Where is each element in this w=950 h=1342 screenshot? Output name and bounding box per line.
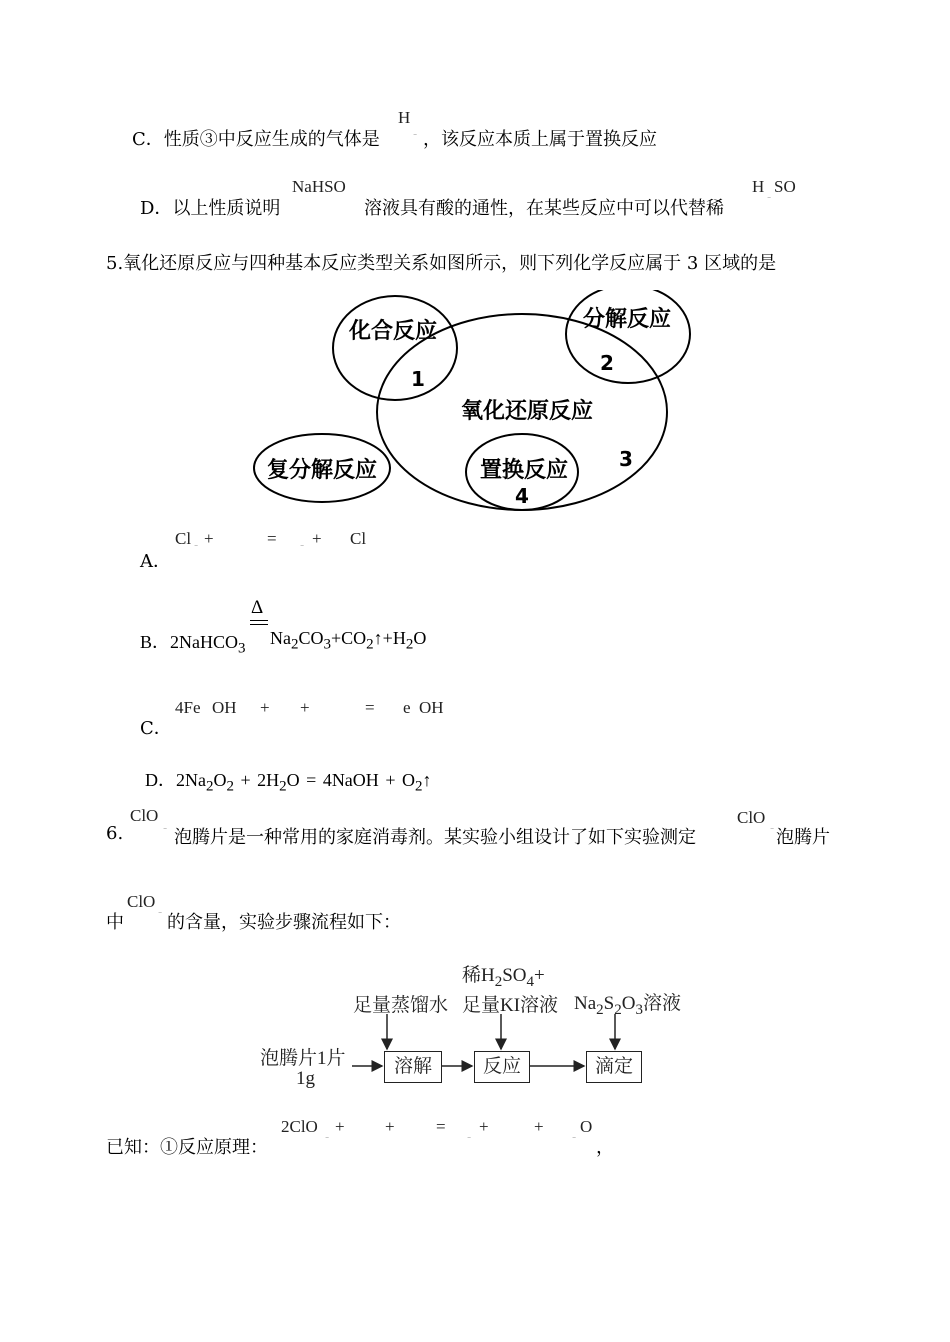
formula-part: CO bbox=[298, 628, 324, 648]
subscript: 2 bbox=[366, 636, 374, 653]
formula-fragment-mark: ⁻ bbox=[413, 132, 418, 141]
formula-part: ↑ bbox=[422, 770, 432, 790]
reagent-2-line2: 足量KI溶液 bbox=[462, 995, 559, 1016]
q6-stem-text: 中 bbox=[106, 912, 124, 933]
q5-option-b bbox=[140, 628, 246, 658]
formula-part: = bbox=[306, 770, 317, 790]
option-text: 性质③中反应生成的气体是 bbox=[163, 129, 380, 150]
formula-fragment: + bbox=[260, 698, 270, 717]
formula-fragment-mark: ⁻ bbox=[325, 1135, 330, 1144]
formula-part: 2NaHCO bbox=[170, 632, 239, 652]
formula-fragment: + bbox=[204, 529, 214, 548]
reagent-2-line1: 稀$H_2SO_4+$ bbox=[462, 965, 545, 990]
subscript: 2 bbox=[405, 636, 414, 653]
q6-number: 6. bbox=[106, 823, 124, 844]
option-label: D． bbox=[140, 198, 173, 219]
formula-fragment: OH bbox=[212, 698, 237, 717]
formula-fragment: OH bbox=[419, 698, 444, 717]
formula-fragment: + bbox=[300, 698, 310, 717]
q6-stem-text: 的含量，实验步骤流程如下： bbox=[167, 912, 401, 933]
formula-part: O bbox=[213, 770, 227, 790]
formula-part: 2H bbox=[257, 770, 280, 790]
region-2-label: 2 bbox=[600, 351, 614, 375]
formula-fragment: Cl bbox=[350, 529, 367, 548]
option-label: C． bbox=[132, 129, 164, 150]
known-tail: ， bbox=[596, 1137, 614, 1158]
formula-fragment: = bbox=[365, 698, 375, 717]
formula-fragment: SO bbox=[774, 177, 796, 196]
combination-label: 化合反应 bbox=[348, 319, 438, 344]
formula-part: + bbox=[240, 770, 251, 790]
formula-fragment-mark: ⁻ bbox=[572, 1135, 577, 1144]
q5-option-a-label: A． bbox=[140, 551, 171, 572]
formula-fragment: + bbox=[479, 1117, 489, 1136]
formula-part: 2Na bbox=[176, 770, 206, 790]
step-react-box: 反应 bbox=[474, 1051, 530, 1083]
subscript: 3 bbox=[323, 636, 332, 653]
input-mass: 1g bbox=[296, 1068, 315, 1089]
formula-fragment: + bbox=[534, 1117, 544, 1136]
q5-stem: 5.氧化还原反应与四种基本反应类型关系如图所示，则下列化学反应属于 3 区域的是 bbox=[106, 253, 777, 274]
q6-stem-text: 泡腾片是一种常用的家庭消毒剂。某实验小组设计了如下实验测定 bbox=[174, 827, 696, 848]
formula-part: ↑+H bbox=[373, 628, 406, 648]
formula-fragment-mark: ⁻ bbox=[194, 543, 199, 552]
option-label: B． bbox=[140, 632, 171, 652]
reaction-arrow-line bbox=[250, 624, 268, 625]
formula-fragment-mark: ⁻ bbox=[163, 826, 168, 835]
formula-fragment-mark: ⁻ bbox=[467, 1135, 472, 1144]
option-text: 溶液具有酸的通性，在某些反应中可以代替稀 bbox=[364, 198, 724, 219]
q5-option-c-label: C． bbox=[140, 718, 172, 739]
decomposition-circle bbox=[566, 290, 690, 383]
experiment-flowchart bbox=[260, 960, 700, 1090]
subscript: 2 bbox=[226, 778, 234, 795]
displacement-label: 置换反应 bbox=[479, 458, 569, 483]
decomposition-label: 分解反应 bbox=[582, 307, 672, 332]
formula-fragment: H bbox=[752, 177, 765, 196]
subscript: 2 bbox=[414, 778, 423, 795]
formula-part: O bbox=[286, 770, 300, 790]
q5-option-d bbox=[145, 766, 431, 796]
formula-fragment-mark: ⁻ bbox=[770, 826, 775, 835]
step-titrate-box: 滴定 bbox=[586, 1051, 642, 1083]
known-label: 已知：①反应原理： bbox=[106, 1137, 268, 1158]
subscript: 2 bbox=[291, 636, 299, 653]
combination-circle bbox=[333, 296, 457, 400]
reaction-types-diagram bbox=[250, 290, 700, 522]
formula-fragment: 4Fe bbox=[175, 698, 201, 717]
option-label: D． bbox=[145, 770, 176, 790]
formula-fragment-mark: ⁻ bbox=[767, 195, 772, 204]
option-text: 以上性质说明 bbox=[172, 198, 281, 219]
formula-part: +CO bbox=[331, 628, 367, 648]
formula-fragment: ClO bbox=[127, 892, 156, 911]
q4-option-d bbox=[140, 194, 280, 220]
reagent-1-label: 足量蒸馏水 bbox=[353, 995, 449, 1016]
q4-option-c bbox=[132, 125, 380, 151]
double-decomposition-label: 复分解反应 bbox=[266, 458, 378, 483]
formula-fragment: = bbox=[267, 529, 277, 548]
q6-stem-text: 泡腾片 bbox=[776, 827, 830, 848]
step-dissolve-box: 溶解 bbox=[384, 1051, 442, 1083]
input-label: 泡腾片1片 bbox=[260, 1048, 346, 1069]
redox-label: 氧化还原反应 bbox=[460, 399, 594, 424]
formula-fragment-mark: ⁻ bbox=[158, 910, 163, 919]
formula-part: O bbox=[401, 770, 415, 790]
formula-fragment: + bbox=[312, 529, 322, 548]
region-1-label: 1 bbox=[411, 367, 425, 391]
formula-fragment: ClO bbox=[737, 808, 766, 827]
reagent-3-label: $Na_2S_2O_3$溶液 bbox=[574, 993, 681, 1018]
formula-fragment: + bbox=[385, 1117, 395, 1136]
region-4-label: 4 bbox=[515, 484, 529, 508]
subscript: 2 bbox=[279, 778, 287, 795]
heat-symbol: Δ bbox=[251, 597, 264, 618]
option-text: ，该反应本质上属于置换反应 bbox=[423, 129, 657, 150]
formula-part: Na bbox=[270, 628, 291, 648]
subscript: 3 bbox=[238, 640, 246, 657]
subscript: 2 bbox=[206, 778, 214, 795]
formula-part: O bbox=[413, 628, 427, 648]
formula-fragment: 2ClO bbox=[281, 1117, 318, 1136]
region-3-label: 3 bbox=[619, 447, 633, 471]
formula-fragment: O bbox=[580, 1117, 593, 1136]
formula-fragment: H bbox=[398, 108, 411, 127]
formula-fragment: Cl bbox=[175, 529, 192, 548]
q5-option-b-products bbox=[270, 628, 426, 654]
formula-fragment: + bbox=[335, 1117, 345, 1136]
formula-fragment: = bbox=[436, 1117, 446, 1136]
reaction-arrow-line bbox=[250, 620, 268, 621]
formula-fragment: e bbox=[403, 698, 411, 717]
formula-fragment: NaHSO bbox=[292, 177, 346, 196]
formula-part: + bbox=[385, 770, 396, 790]
formula-part: 4NaOH bbox=[322, 770, 379, 790]
formula-fragment-mark: ⁻ bbox=[300, 543, 305, 552]
formula-fragment: ClO bbox=[130, 806, 159, 825]
